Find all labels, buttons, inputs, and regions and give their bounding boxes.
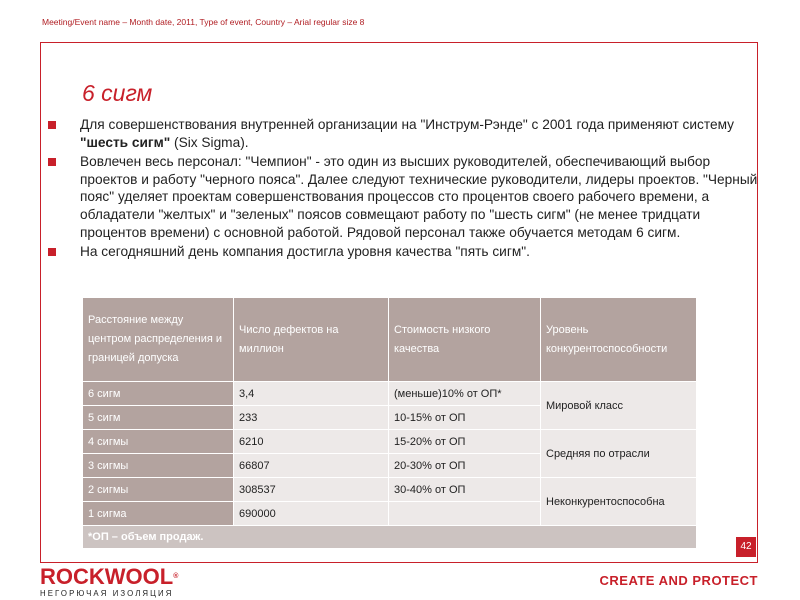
bullet-list (48, 116, 758, 263)
logo-brand-text: ROCKWOOL (40, 564, 174, 589)
table-header-cell: Расстояние между центром распределения и границей допуска (83, 298, 234, 382)
defects-cell: 66807 (234, 454, 389, 478)
table-footnote: *ОП – объем продаж. (83, 526, 697, 549)
cost-cell: 10-15% от ОП (389, 406, 541, 430)
slide-title: 6 сигм (82, 80, 153, 106)
page-number: 42 (736, 537, 756, 557)
table-row (83, 430, 697, 454)
bullet-square-icon (48, 121, 56, 129)
bullet-square-icon (48, 158, 56, 166)
table-header-cell: Уровень конкурентоспособности (541, 298, 697, 382)
cost-cell (389, 502, 541, 526)
table-header-cell: Число дефектов на миллион (234, 298, 389, 382)
cost-cell: (меньше)10% от ОП* (389, 382, 541, 406)
bullet-text: Вовлечен весь персонал: "Чемпион" - это один из высших руководителей, обеспечивающий выбор проектов и работу "черного пояса". Далее следуют технические руководители, лидеры проектов. "Черный пояс" уделяет проектам совершенствования процессов сто процентов своего рабочего времени, а обладатели "желтых" и "зеленых" поясов совмещают работу по "шесть сигм" (не менее тридцати процентов времени) с основной работой. Рядовой персонал также обучается методам 6 сигм. (80, 154, 758, 240)
competitiveness-cell: Неконкурентоспособна (541, 478, 697, 526)
bullet-item (48, 153, 758, 241)
registered-mark: ® (173, 573, 179, 580)
table-row (83, 382, 697, 406)
slogan: CREATE AND PROTECT (599, 573, 758, 588)
bullet-item (48, 116, 758, 151)
sigma-level-cell: 1 сигма (83, 502, 234, 526)
cost-cell: 20-30% от ОП (389, 454, 541, 478)
cost-cell: 15-20% от ОП (389, 430, 541, 454)
defects-cell: 233 (234, 406, 389, 430)
sigma-level-cell: 2 сигмы (83, 478, 234, 502)
logo-brand (40, 566, 178, 588)
table-footer-row (83, 526, 697, 549)
logo-tagline: НЕГОРЮЧАЯ ИЗОЛЯЦИЯ (40, 589, 174, 598)
sigma-level-cell: 5 сигм (83, 406, 234, 430)
defects-cell: 690000 (234, 502, 389, 526)
sigma-level-cell: 3 сигмы (83, 454, 234, 478)
bullet-text: На сегодняшний день компания достигла уровня качества "пять сигм". (80, 244, 530, 260)
bullet-text-end: (Six Sigma). (170, 134, 249, 150)
defects-cell: 6210 (234, 430, 389, 454)
defects-cell: 308537 (234, 478, 389, 502)
sigma-level-cell: 6 сигм (83, 382, 234, 406)
bullet-square-icon (48, 248, 56, 256)
bullet-bold-text: "шесть сигм" (80, 134, 171, 150)
table-header-cell: Стоимость низкого качества (389, 298, 541, 382)
rockwool-logo (40, 566, 178, 598)
table-row (83, 478, 697, 502)
table-header-row (83, 298, 697, 382)
bullet-item (48, 243, 758, 261)
event-header-note: Meeting/Event name – Month date, 2011, Type of event, Country – Arial regular size 8 (42, 17, 365, 27)
competitiveness-cell: Мировой класс (541, 382, 697, 430)
sigma-level-cell: 4 сигмы (83, 430, 234, 454)
sigma-comparison-table (82, 297, 697, 549)
competitiveness-cell: Средняя по отрасли (541, 430, 697, 478)
bullet-text: Для совершенствования внутренней организации на "Инструм-Рэнде" с 2001 года применяют систему (80, 117, 735, 132)
defects-cell: 3,4 (234, 382, 389, 406)
cost-cell: 30-40% от ОП (389, 478, 541, 502)
